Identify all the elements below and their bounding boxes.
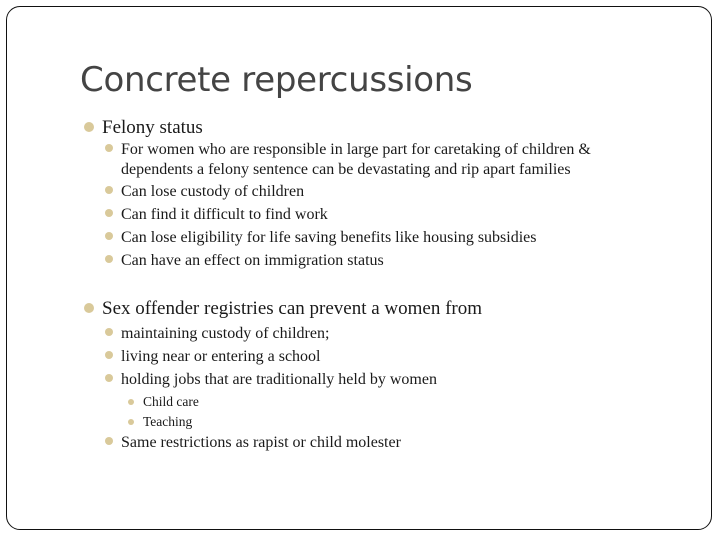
list-item: [105, 348, 321, 366]
bullet-dot-icon: [105, 232, 113, 240]
bullet-dot-icon: [105, 144, 113, 152]
bullet-dot-icon: [105, 374, 113, 382]
list-item: [105, 141, 591, 159]
bullet-dot-icon: [84, 122, 94, 132]
list-item: [105, 325, 329, 343]
section-heading: Sex offender registries can prevent a women from: [102, 298, 483, 319]
list-item: [105, 229, 537, 247]
list-item-text: For women who are responsible in large part for caretaking of children &: [121, 141, 591, 158]
slide-title: Concrete repercussions: [80, 60, 473, 100]
bullet-dot-icon: [84, 303, 94, 313]
list-item: [105, 252, 384, 270]
bullet-dot-icon: [105, 328, 113, 336]
list-item: [105, 434, 401, 452]
list-item-text: Can lose custody of children: [121, 183, 305, 200]
list-item-text: Can lose eligibility for life saving benefits like housing subsidies: [121, 229, 537, 246]
list-item-text: holding jobs that are traditionally held by women: [121, 371, 437, 388]
bullet-felony-status: [84, 117, 203, 139]
list-item: [105, 206, 328, 224]
sub-list-item: [128, 394, 199, 410]
list-item-text: Can have an effect on immigration status: [121, 252, 384, 269]
section-heading: Felony status: [102, 117, 203, 138]
bullet-dot-icon: [128, 419, 134, 425]
list-item: [105, 371, 437, 389]
sub-list-item-text: Teaching: [143, 414, 193, 429]
list-item-text: maintaining custody of children;: [121, 325, 330, 342]
list-item-text: Same restrictions as rapist or child molester: [121, 434, 401, 451]
sub-list-item: [128, 414, 192, 430]
bullet-dot-icon: [105, 186, 113, 194]
list-item: [105, 183, 304, 201]
sub-list-item-text: Child care: [143, 394, 199, 409]
bullet-dot-icon: [128, 399, 134, 405]
bullet-dot-icon: [105, 351, 113, 359]
bullet-dot-icon: [105, 437, 113, 445]
bullet-sex-offender-registries: [84, 298, 482, 320]
list-item-text: living near or entering a school: [121, 348, 321, 365]
bullet-dot-icon: [105, 255, 113, 263]
bullet-dot-icon: [105, 209, 113, 217]
list-item-continuation: dependents a felony sentence can be devastating and rip apart families: [121, 161, 571, 178]
list-item-text: Can find it difficult to find work: [121, 206, 328, 223]
